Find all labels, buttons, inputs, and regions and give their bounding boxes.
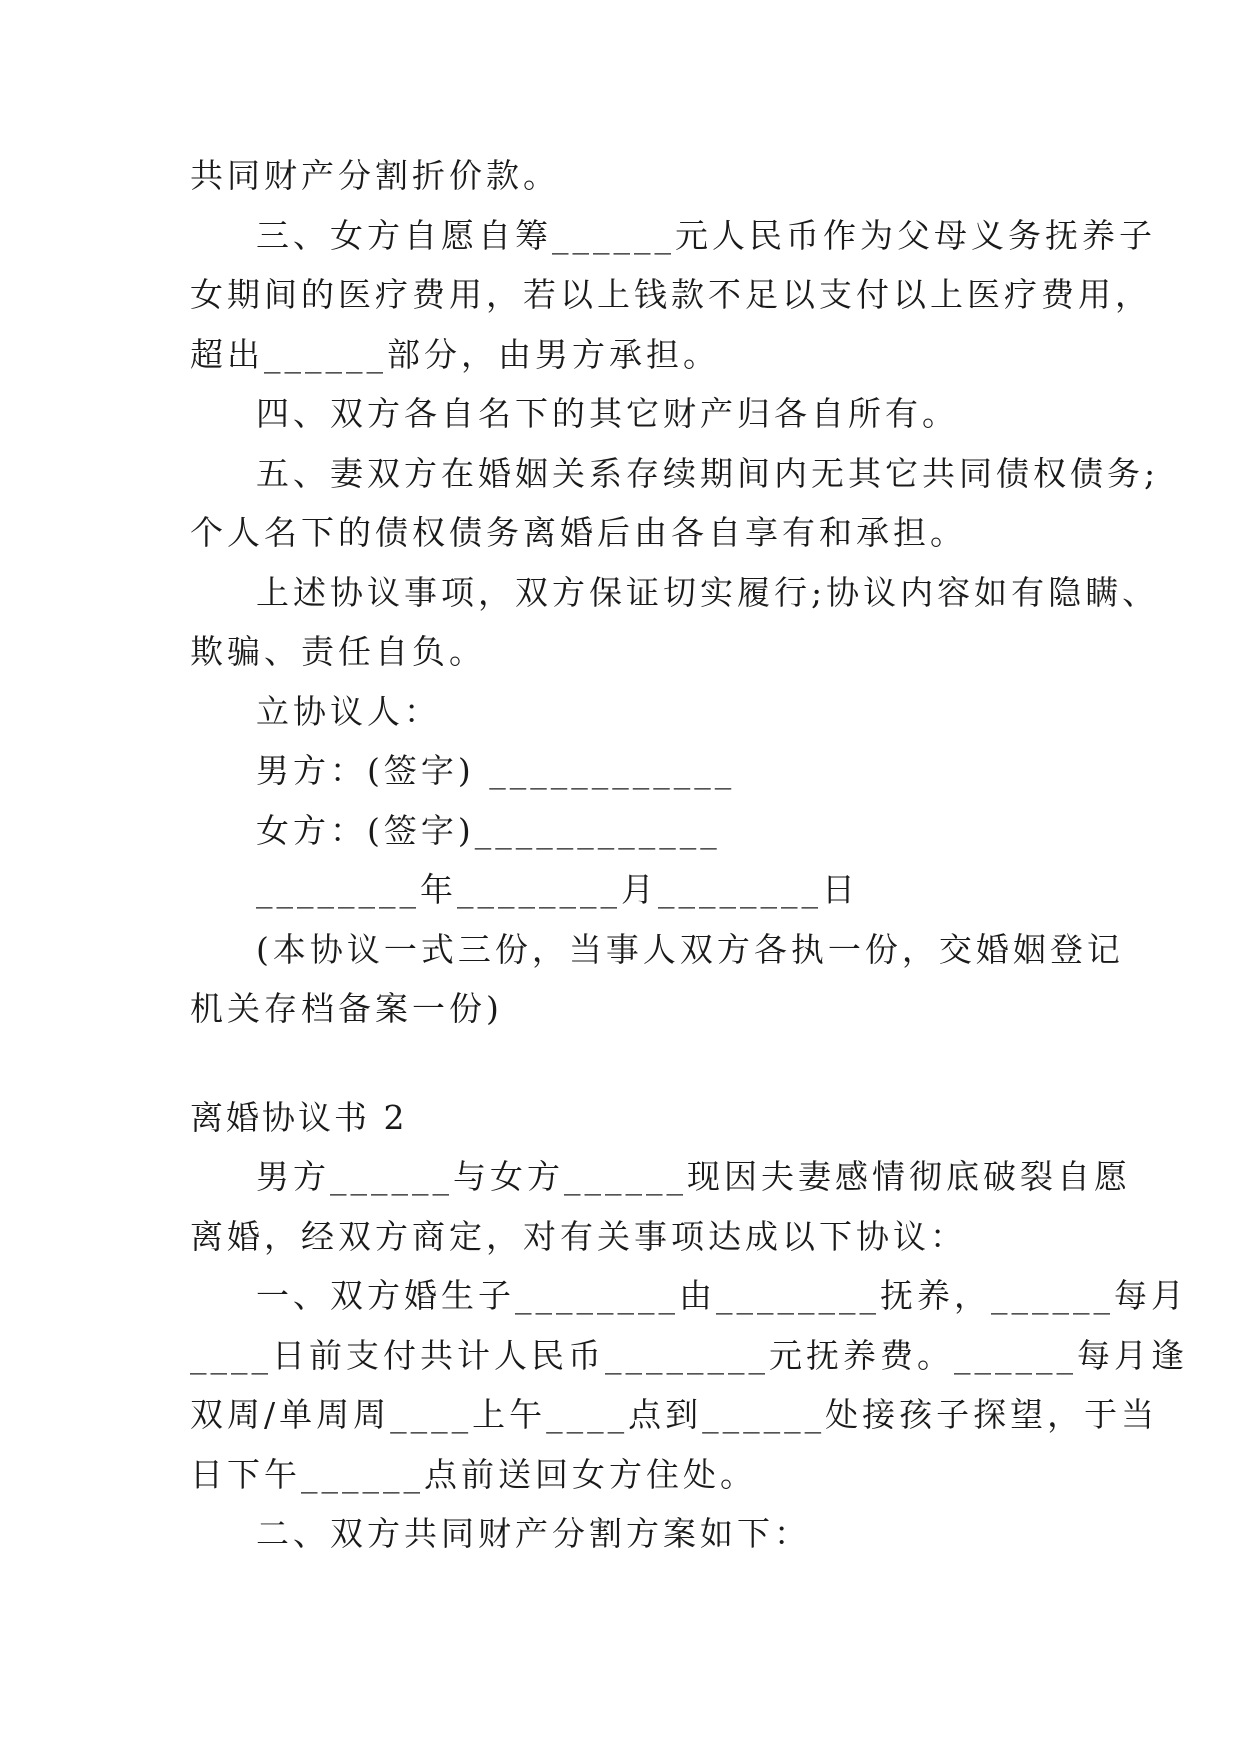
paragraph-line: 个人名下的债权债务离婚后由各自享有和承担。 bbox=[190, 513, 967, 552]
paragraph-line: 超出______部分，由男方承担。 bbox=[190, 334, 720, 374]
paragraph-line: 女期间的医疗费用，若以上钱款不足以支付以上医疗费用， bbox=[190, 275, 1152, 314]
signatories-label: 立协议人： bbox=[256, 691, 441, 731]
paragraph-line: 日下午______点前送回女方住处。 bbox=[190, 1454, 757, 1494]
male-signature-line: 男方：(签字) ____________ bbox=[256, 751, 736, 790]
paragraph-line: 机关存档备案一份) bbox=[190, 989, 503, 1028]
document-body bbox=[190, 156, 1188, 1574]
section-spacer bbox=[190, 1049, 1070, 1098]
clause-three-line: 三、女方自愿自筹______元人民币作为父母义务抚养子 bbox=[256, 215, 1156, 255]
paragraph-line: 共同财产分割折价款。 bbox=[190, 156, 560, 195]
female-signature-line: 女方：(签字)____________ bbox=[256, 810, 721, 850]
date-line: ________年________月________日 bbox=[256, 870, 859, 909]
clause-two-line: 二、双方共同财产分割方案如下： bbox=[256, 1514, 811, 1553]
paragraph-line: 欺骗、责任自负。 bbox=[190, 632, 486, 671]
clause-four-line: 四、双方各自名下的其它财产归各自所有。 bbox=[256, 394, 959, 433]
clause-one-line: 一、双方婚生子________由________抚养，______每月 bbox=[256, 1276, 1188, 1315]
copies-note-line: (本协议一式三份，当事人双方各执一份，交婚姻登记 bbox=[256, 929, 1124, 969]
paragraph-line: 离婚，经双方商定，对有关事项达成以下协议： bbox=[190, 1216, 967, 1256]
paragraph-line: 双周/单周周____上午____点到______处接孩子探望，于当 bbox=[190, 1395, 1159, 1434]
section-title: 离婚协议书 2 bbox=[190, 1097, 408, 1137]
guarantee-line: 上述协议事项，双方保证切实履行;协议内容如有隐瞒、 bbox=[256, 572, 1160, 612]
paragraph-line: ____日前支付共计人民币________元抚养费。______每月逢 bbox=[190, 1335, 1188, 1375]
intro-line: 男方______与女方______现因夫妻感情彻底破裂自愿 bbox=[256, 1157, 1131, 1196]
clause-five-line: 五、妻双方在婚姻关系存续期间内无其它共同债权债务; bbox=[256, 453, 1160, 493]
